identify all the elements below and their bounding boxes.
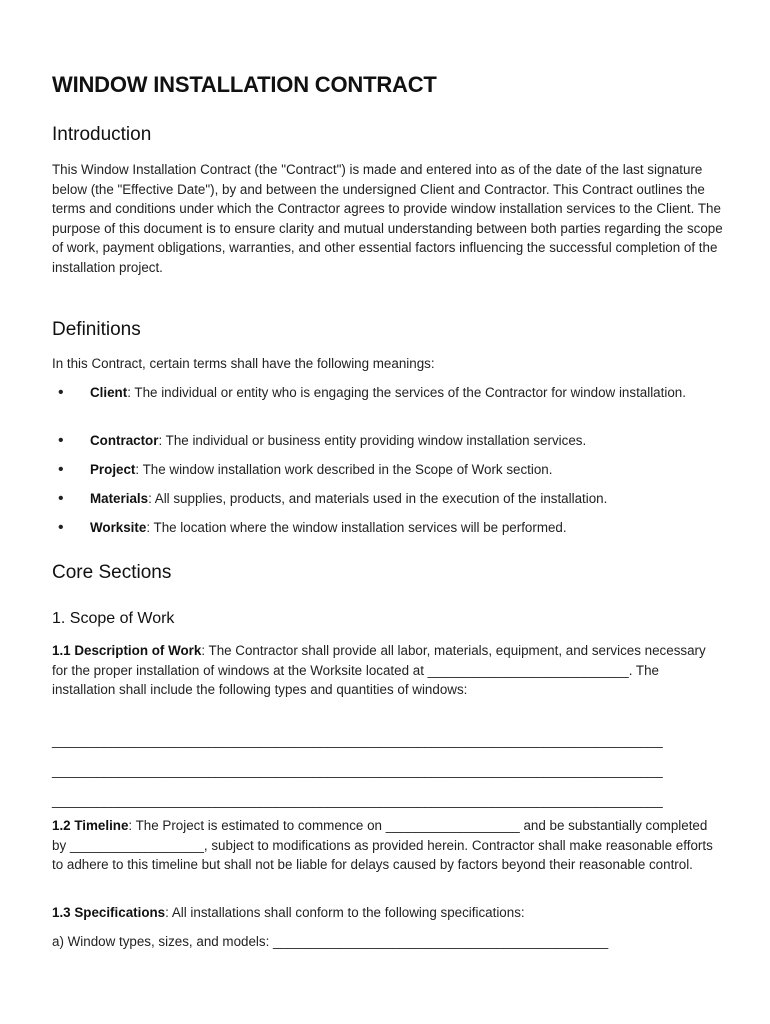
section-1-1 <box>52 641 724 700</box>
scope-heading-text: 1. Scope of Work <box>52 610 175 627</box>
section-1-2-text: : The Project is estimated to commence on __________________ and be substantially completed by __________________, subject to modifications as provided herein. Contractor shall make reasonable efforts to adhere to this timeline but shall not be liable for delays caused by factors beyond their reasonable control. <box>52 818 713 872</box>
section-1-3-text: : All installations shall conform to the following specifications: <box>165 905 525 920</box>
title-text: WINDOW INSTALLATION CONTRACT <box>52 72 437 97</box>
section-1-1-label: 1.1 Description of Work <box>52 643 202 658</box>
definition-text: : The individual or business entity providing window installation services. <box>158 433 587 448</box>
definitions-heading <box>52 319 724 341</box>
definition-text: : The window installation work described in the Scope of Work section. <box>135 462 553 477</box>
intro-heading <box>52 124 724 146</box>
intro-text: This Window Installation Contract (the "Contract") is made and entered into as of the date of the last signature below (the "Effective Date"), by and between the undersigned Client and Contractor. This Contract outlines the terms and conditions under which the Contractor agrees to provide window installation services to the Client. The purpose of this document is to ensure clarity and mutual understanding between both parties regarding the scope of work, payment obligations, warranties, and other essential factors influencing the successful completion of the installation project. <box>52 162 723 275</box>
section-1-2-label: 1.2 Timeline <box>52 818 129 833</box>
definition-text: : The individual or entity who is engaging the services of the Contractor for window installation. <box>127 385 686 400</box>
section-1-3-a <box>52 932 724 952</box>
core-heading-text: Core Sections <box>52 562 172 583</box>
definitions-heading-text: Definitions <box>52 319 141 340</box>
section-1-3-label: 1.3 Specifications <box>52 905 166 920</box>
blank-line: __________________________________________________________________________________ <box>52 733 663 748</box>
section-1-3 <box>52 903 724 923</box>
definition-term: Materials <box>90 491 149 506</box>
intro-heading-text: Introduction <box>52 124 152 145</box>
section-1-2 <box>52 816 724 875</box>
bullet-icon: • <box>58 432 64 449</box>
definition-text: : The location where the window installation services will be performed. <box>146 520 567 535</box>
definitions-lead <box>52 354 724 374</box>
blank-line-1 <box>52 731 724 751</box>
scope-heading <box>52 610 724 628</box>
definition-item <box>58 518 722 538</box>
section-1-1-text: : The Contractor shall provide all labor, materials, equipment, and services necessary for the proper installation of windows at the Worksite located at ___________________________. The installation shall include the following types and quantities of windows: <box>52 643 706 697</box>
definition-text: : All supplies, products, and materials used in the execution of the installation. <box>148 491 608 506</box>
definition-term: Client <box>90 385 128 400</box>
bullet-icon: • <box>58 461 64 478</box>
definition-item <box>58 383 722 403</box>
definitions-lead-text: In this Contract, certain terms shall have the following meanings: <box>52 356 435 371</box>
document-title <box>52 72 724 98</box>
bullet-icon: • <box>58 490 64 507</box>
core-heading <box>52 562 724 584</box>
definition-term: Contractor <box>90 433 159 448</box>
bullet-icon: • <box>58 519 64 536</box>
definition-term: Project <box>90 462 136 477</box>
bullet-icon: • <box>58 384 64 401</box>
definition-item <box>58 489 722 509</box>
definition-item <box>58 460 722 480</box>
definition-term: Worksite <box>90 520 147 535</box>
blank-line-3 <box>52 791 724 811</box>
definition-item <box>58 431 722 451</box>
section-1-3-a-text: a) Window types, sizes, and models: _____________________________________________ <box>52 934 609 949</box>
blank-line: __________________________________________________________________________________ <box>52 793 663 808</box>
blank-line-2 <box>52 761 724 781</box>
blank-line: __________________________________________________________________________________ <box>52 763 663 778</box>
intro-paragraph <box>52 160 724 277</box>
